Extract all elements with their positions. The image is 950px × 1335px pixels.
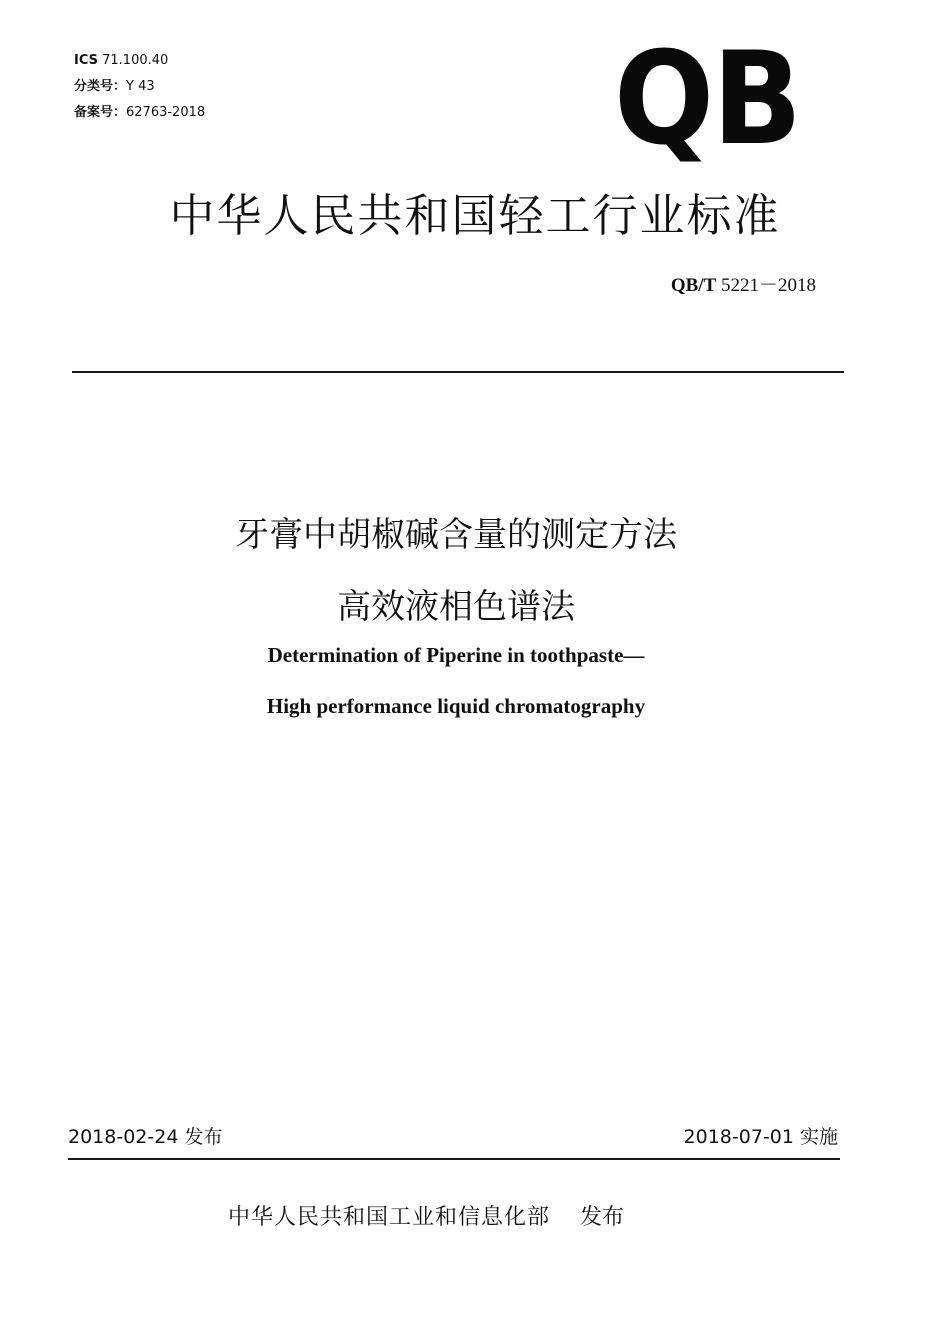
class-line xyxy=(74,74,205,100)
class-label: 分类号： xyxy=(74,79,127,94)
effective-date: 2018-07-01 实施 xyxy=(683,1126,838,1148)
publisher-org: 中华人民共和国工业和信息化部 xyxy=(228,1205,551,1230)
top-divider xyxy=(72,371,844,373)
doc-title-zh-line-1: 牙膏中胡椒碱含量的测定方法 xyxy=(235,515,677,555)
bottom-divider xyxy=(68,1158,840,1160)
ics-line xyxy=(74,48,205,74)
class-value: Y 43 xyxy=(126,79,155,94)
doc-title-en-line-2: High performance liquid chromatography xyxy=(266,694,646,718)
qb-logo: QB xyxy=(614,25,801,174)
publisher-line xyxy=(228,1200,624,1236)
standard-code xyxy=(671,272,816,300)
ics-value: 71.100.40 xyxy=(102,53,169,68)
record-label: 备案号： xyxy=(74,105,127,120)
record-line xyxy=(74,100,205,126)
doc-title-en-line-1: Determination of Piperine in toothpaste— xyxy=(267,643,645,667)
publish-date: 2018-02-24 发布 xyxy=(68,1126,223,1148)
classification-block xyxy=(74,48,205,126)
standard-code-number: 5221－2018 xyxy=(720,275,816,296)
ics-label: ICS xyxy=(74,53,98,68)
standard-code-prefix: QB/T xyxy=(670,275,717,296)
publisher-action: 发布 xyxy=(580,1205,625,1230)
doc-title-zh-line-2: 高效液相色谱法 xyxy=(337,587,575,627)
record-value: 62763-2018 xyxy=(126,105,206,120)
standard-title: 中华人民共和国轻工行业标准 xyxy=(169,189,781,242)
